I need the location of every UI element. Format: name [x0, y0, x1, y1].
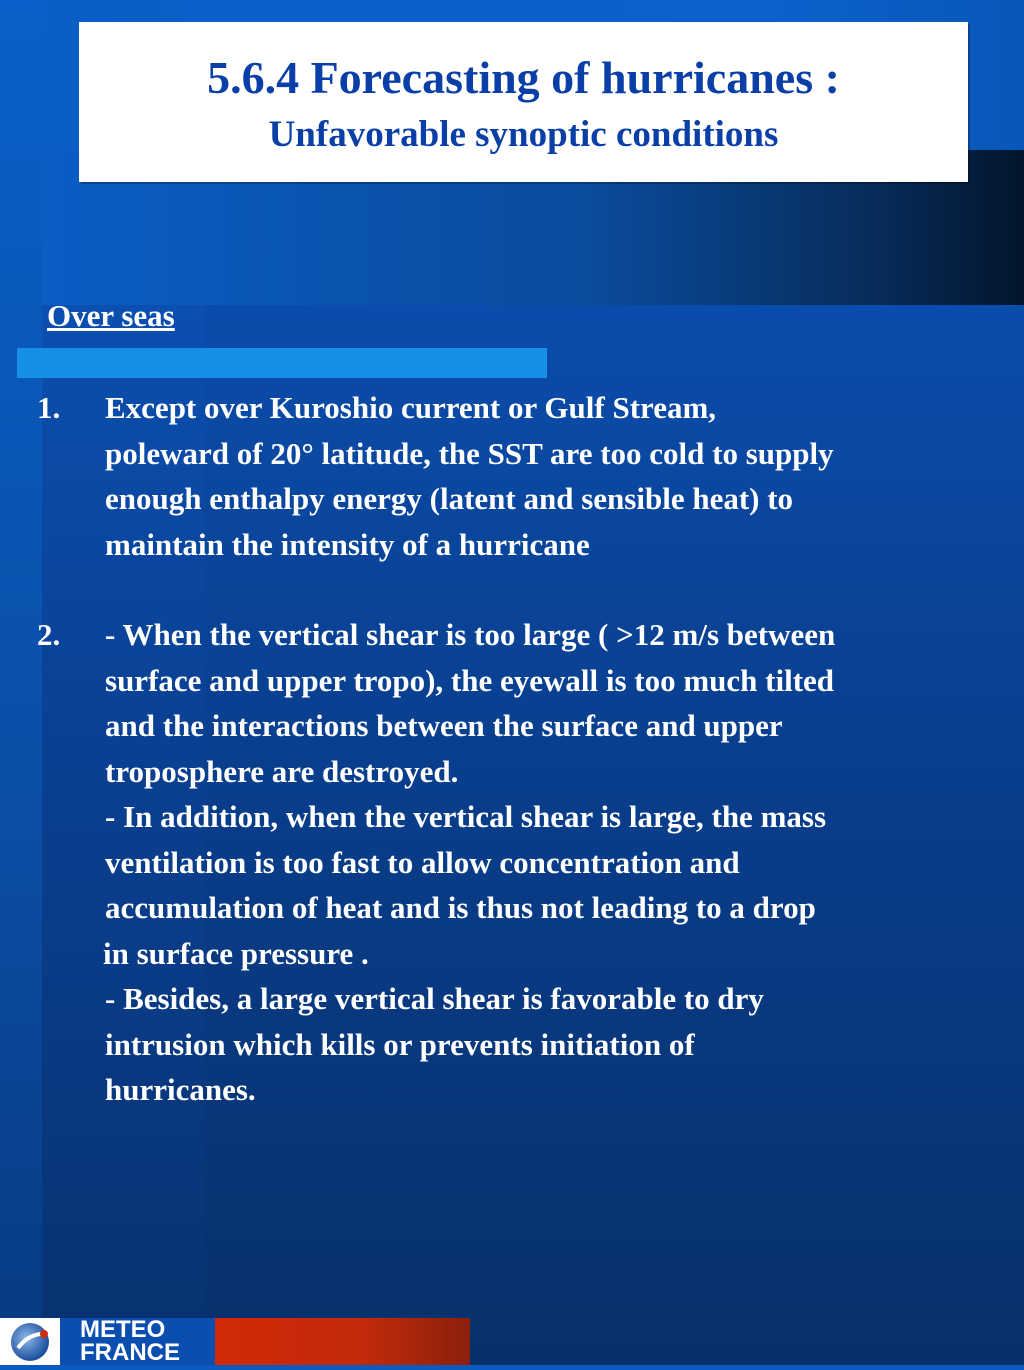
text-line: in surface pressure . — [103, 935, 369, 971]
text-line: ventilation is too fast to allow concentration and — [105, 844, 740, 880]
logo-icon-panel — [0, 1318, 60, 1365]
title-box — [79, 22, 968, 182]
text-line: intrusion which kills or prevents initiation of — [105, 1026, 695, 1062]
logo-line-2: FRANCE — [80, 1339, 180, 1366]
text-line: hurricanes. — [105, 1072, 256, 1107]
text-line: poleward of 20° latitude, the SST are too cold to supply — [105, 435, 834, 471]
background-left-stripe — [0, 0, 42, 1365]
text-line: - Besides, a large vertical shear is favorable to dry — [105, 981, 764, 1016]
meteo-france-globe-icon — [0, 1318, 60, 1365]
logo-text — [80, 1318, 220, 1364]
meteo-france-logo — [0, 1318, 470, 1365]
text-line: and the interactions between the surface and upper — [105, 708, 783, 743]
list-item-text — [105, 612, 1020, 1113]
slide-subtitle: Unfavorable synoptic conditions — [268, 114, 779, 155]
logo-line-1: METEO — [80, 1316, 166, 1343]
list-number: 1. — [37, 390, 61, 425]
list-number: 2. — [37, 617, 61, 652]
text-line: surface and upper tropo), the eyewall is too much tilted — [105, 662, 835, 698]
text-line: Except over Kuroshio current or Gulf Stream, — [105, 390, 717, 425]
text-line: - In addition, when the vertical shear is large, the mass — [105, 799, 827, 834]
section-heading: Over seas — [47, 298, 175, 333]
list-item-text — [105, 385, 1020, 567]
slide-title: 5.6.4 Forecasting of hurricanes : — [207, 52, 840, 103]
accent-bar — [17, 348, 547, 378]
logo-red-band — [215, 1318, 470, 1365]
text-line: enough enthalpy energy (latent and sensible heat) to — [105, 481, 794, 516]
text-line: accumulation of heat and is thus not leading to a drop — [105, 890, 816, 925]
text-line: - When the vertical shear is too large ( >12 m/s between — [105, 617, 836, 652]
text-line: maintain the intensity of a hurricane — [105, 526, 590, 562]
text-line: troposphere are destroyed. — [105, 753, 459, 789]
